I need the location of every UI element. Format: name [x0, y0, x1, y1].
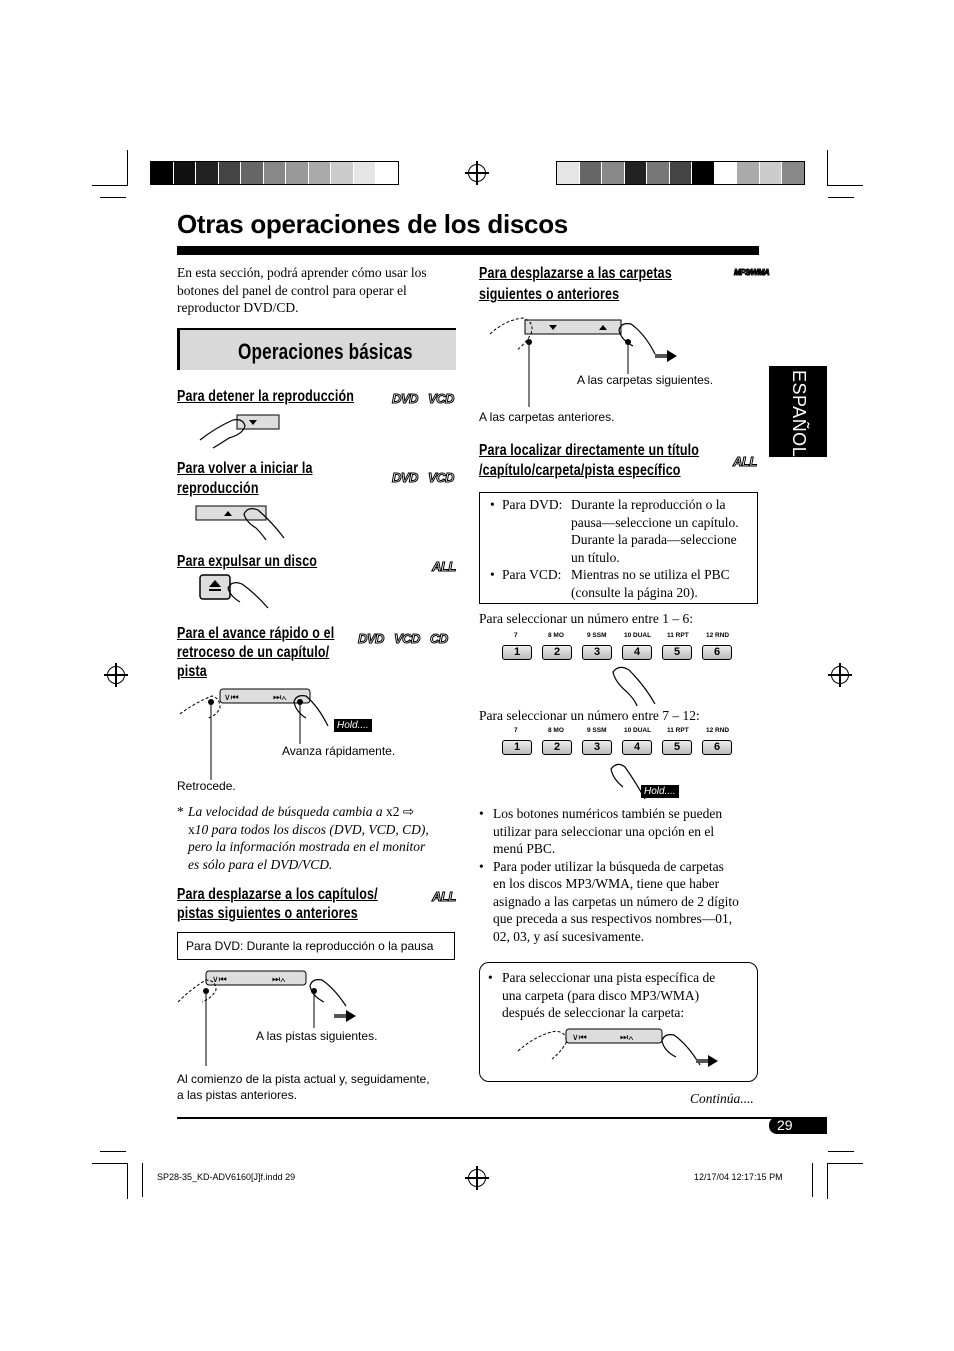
- chapter-skip-illustration: [176, 966, 376, 1068]
- vcd-condition: • Para VCD: Mientras no se utiliza el PBC (consulte la página 20).: [490, 567, 730, 600]
- note-folder-numbers: • Para poder utilizar la búsqueda de carpetas en los discos MP3/WMA, tiene que haber asignado a las carpetas un número de 2 dígito que preceda a sus respectivos nombres—01, 02, 03, y así sucesivamente.: [479, 858, 764, 946]
- all-badge: ALL: [432, 559, 456, 574]
- number-button-3: 3: [582, 645, 612, 660]
- number-button-5: 5: [662, 740, 692, 755]
- heading-chapters-2: pistas siguientes o anteriores: [177, 905, 358, 922]
- track-in-folder-box: • Para seleccionar una pista específica de una carpeta (para disco MP3/WMA) después de seleccionar la carpeta: ∨⏮ ⏭∧: [479, 962, 758, 1082]
- number-button-2: 2: [542, 740, 572, 755]
- number-button-5: 5: [662, 645, 692, 660]
- heading-folders-1: Para desplazarse a las carpetas: [479, 265, 672, 282]
- vcd-badge: VCD: [394, 631, 420, 646]
- heading-eject: Para expulsar un disco: [177, 553, 318, 570]
- skip-buttons-hold-illustration: [178, 684, 378, 794]
- speed-note: * La velocidad de búsqueda cambia a x2 ⇨ x10 para todos los discos (DVD, VCD, CD), pero la información mostrada en el monitor es sólo para el DVD/VCD.: [177, 804, 429, 872]
- bottom-rule: [177, 1117, 827, 1119]
- select-7-12-label: Para seleccionar un número entre 7 – 12:: [479, 708, 700, 723]
- registration-mark-bottom: [468, 1169, 486, 1187]
- svg-text:∨⏮: ∨⏮: [224, 692, 239, 702]
- heading-direct-2: /capítulo/carpeta/pista específico: [479, 462, 681, 479]
- prev-tracks-label: Al comienzo de la pista actual y, seguidamente, a las pistas anteriores.: [177, 1072, 430, 1102]
- track-skip-illustration: [516, 1025, 726, 1077]
- number-button-1: 1: [502, 645, 532, 660]
- hold-label: Hold....: [334, 719, 372, 732]
- forward-label: Avanza rápidamente.: [282, 744, 396, 758]
- registration-mark-right: [831, 666, 849, 684]
- heading-resume-1: Para volver a iniciar la: [177, 460, 313, 477]
- heading-ff-3: pista: [177, 663, 207, 680]
- next-tracks-label: A las pistas siguientes.: [256, 1029, 378, 1043]
- registration-mark-left: [107, 666, 125, 684]
- dvd-condition: • Para DVD: Durante la reproducción o la pausa—seleccione un capítulo. Durante la parada—seleccione un título.: [490, 497, 739, 565]
- intro-text: En esta sección, podrá aprender cómo usar los botones del panel de control para operar el reproductor DVD/CD.: [177, 265, 427, 315]
- number-button-6: 6: [702, 740, 732, 755]
- continued-label: Continúa....: [690, 1091, 754, 1106]
- select-1-6-label: Para seleccionar un número entre 1 – 6:: [479, 611, 694, 626]
- prev-folders-label: A las carpetas anteriores.: [479, 410, 615, 424]
- heading-ff-1: Para el avance rápido o el: [177, 625, 335, 642]
- all-badge: ALL: [733, 454, 757, 469]
- eject-button-illustration: [196, 572, 276, 612]
- heading-resume-2: reproducción: [177, 480, 259, 497]
- section-banner-title: Operaciones básicas: [238, 339, 413, 364]
- footer-timestamp: 12/17/04 12:17:15 PM: [694, 1172, 783, 1182]
- stop-button-illustration: [195, 410, 295, 455]
- registration-mark-top: [468, 164, 486, 182]
- page-number-tab: [769, 1117, 827, 1134]
- heading-chapters-1: Para desplazarse a los capítulos/: [177, 886, 378, 903]
- language-tab-label: ESPAÑOL: [789, 370, 809, 458]
- dvd-badge: DVD: [392, 470, 418, 485]
- direct-conditions-box: [479, 492, 758, 604]
- all-badge: ALL: [432, 889, 456, 904]
- mp3-wma-badge: MP3/WMA: [734, 268, 770, 277]
- number-button-1: 1: [502, 740, 532, 755]
- next-folders-label: A las carpetas siguientes.: [577, 373, 714, 387]
- number-buttons-row-2: 7 8 MO 9 SSM 10 DUAL 11 RPT 12 RND 1 2 3 4 5 6: [502, 727, 742, 759]
- number-button-4: 4: [622, 740, 652, 755]
- heading-direct-1: Para localizar directamente un título: [479, 442, 700, 459]
- number-buttons-row-1: 7 8 MO 9 SSM 10 DUAL 11 RPT 12 RND 1 2 3 4 5 6: [502, 632, 742, 664]
- cd-badge: CD: [430, 631, 448, 646]
- number-button-6: 6: [702, 645, 732, 660]
- note-pbc: • Los botones numéricos también se pueden utilizar para seleccionar una opción en el menú PBC.: [479, 805, 764, 858]
- svg-text:∨⏮: ∨⏮: [572, 1032, 587, 1042]
- heading-folders-2: siguientes o anteriores: [479, 286, 620, 303]
- heading-ff-2: retroceso de un capítulo/: [177, 644, 330, 661]
- folder-skip-illustration: [485, 312, 685, 412]
- vcd-badge: VCD: [428, 391, 454, 406]
- title-rule: [177, 246, 759, 255]
- svg-text:⏭∧: ⏭∧: [273, 692, 287, 702]
- heading-stop: Para detener la reproducción: [177, 388, 355, 405]
- page-title: Otras operaciones de los discos: [177, 209, 568, 239]
- svg-text:⏭∧: ⏭∧: [272, 974, 286, 984]
- grayscale-bar-right: [556, 161, 805, 185]
- number-button-2: 2: [542, 645, 572, 660]
- finger-press-illustration: [605, 660, 665, 710]
- play-button-illustration: [192, 500, 292, 545]
- language-tab: [769, 366, 827, 457]
- svg-text:⏭∧: ⏭∧: [620, 1032, 634, 1042]
- vcd-badge: VCD: [428, 470, 454, 485]
- chapters-dvd-box: Para DVD: Durante la reproducción o la pausa: [177, 932, 455, 960]
- dvd-badge: DVD: [358, 631, 384, 646]
- footer-filename: SP28-35_KD-ADV6160[J]f.indd 29: [157, 1172, 296, 1182]
- svg-text:∨⏮: ∨⏮: [212, 974, 227, 984]
- dvd-badge: DVD: [392, 391, 418, 406]
- hold-label: Hold....: [641, 785, 679, 798]
- direct-notes: [479, 805, 764, 945]
- back-label: Retrocede.: [177, 779, 236, 793]
- section-banner: [177, 328, 456, 370]
- grayscale-bar-left: [150, 161, 399, 185]
- number-button-3: 3: [582, 740, 612, 755]
- number-button-4: 4: [622, 645, 652, 660]
- page-number: 29: [777, 1117, 793, 1133]
